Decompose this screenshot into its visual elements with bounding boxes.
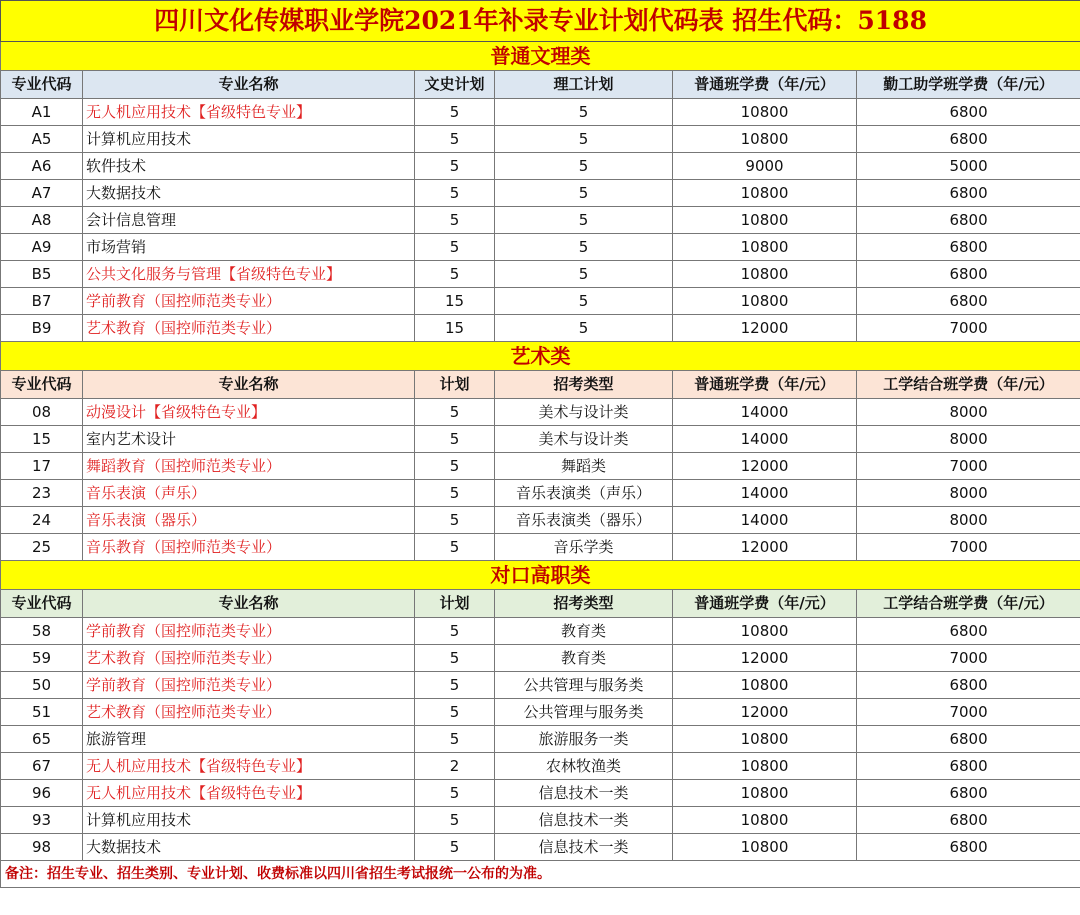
plan-cell: 5 [415, 618, 495, 645]
code-cell: A9 [1, 234, 83, 261]
name-cell: 软件技术 [83, 153, 415, 180]
type-cell: 公共管理与服务类 [495, 699, 673, 726]
name-cell: 无人机应用技术【省级特色专业】 [83, 99, 415, 126]
plan-cell: 5 [415, 453, 495, 480]
name-cell: 艺术教育（国控师范类专业） [83, 315, 415, 342]
column-header: 专业名称 [83, 590, 415, 618]
column-header: 专业代码 [1, 590, 83, 618]
table-row [1, 534, 1080, 561]
column-header: 招考类型 [495, 371, 673, 399]
type-cell: 5 [495, 99, 673, 126]
code-cell: 67 [1, 753, 83, 780]
table-row [1, 807, 1080, 834]
section-title: 普通文理类 [1, 42, 1080, 71]
code-cell: B9 [1, 315, 83, 342]
plan-cell: 15 [415, 315, 495, 342]
column-header: 理工计划 [495, 71, 673, 99]
name-cell: 旅游管理 [83, 726, 415, 753]
table-row [1, 399, 1080, 426]
name-cell: 艺术教育（国控师范类专业） [83, 699, 415, 726]
section-row [1, 342, 1080, 371]
fee-regular-cell: 10800 [673, 99, 857, 126]
plan-cell: 5 [415, 534, 495, 561]
code-cell: 51 [1, 699, 83, 726]
fee-regular-cell: 12000 [673, 699, 857, 726]
plan-cell: 5 [415, 480, 495, 507]
fee-regular-cell: 14000 [673, 480, 857, 507]
fee-regular-cell: 10800 [673, 288, 857, 315]
plan-cell: 5 [415, 261, 495, 288]
type-cell: 美术与设计类 [495, 399, 673, 426]
fee-work-cell: 7000 [857, 699, 1080, 726]
fee-work-cell: 6800 [857, 834, 1080, 861]
fee-regular-cell: 10800 [673, 672, 857, 699]
type-cell: 旅游服务一类 [495, 726, 673, 753]
code-cell: B5 [1, 261, 83, 288]
type-cell: 公共管理与服务类 [495, 672, 673, 699]
fee-regular-cell: 10800 [673, 207, 857, 234]
footnote: 备注：招生专业、招生类别、专业计划、收费标准以四川省招生考试报统一公布的为准。 [1, 861, 1080, 888]
fee-work-cell: 7000 [857, 453, 1080, 480]
table-row [1, 315, 1080, 342]
fee-work-cell: 6800 [857, 672, 1080, 699]
code-cell: 24 [1, 507, 83, 534]
fee-work-cell: 8000 [857, 426, 1080, 453]
plan-cell: 5 [415, 207, 495, 234]
fee-work-cell: 6800 [857, 807, 1080, 834]
name-cell: 无人机应用技术【省级特色专业】 [83, 780, 415, 807]
fee-work-cell: 6800 [857, 207, 1080, 234]
name-cell: 舞蹈教育（国控师范类专业） [83, 453, 415, 480]
fee-work-cell: 6800 [857, 180, 1080, 207]
fee-work-cell: 6800 [857, 99, 1080, 126]
column-header: 专业名称 [83, 371, 415, 399]
column-header: 勤工助学班学费（年/元） [857, 71, 1080, 99]
fee-work-cell: 6800 [857, 753, 1080, 780]
fee-regular-cell: 10800 [673, 126, 857, 153]
type-cell: 音乐学类 [495, 534, 673, 561]
fee-work-cell: 6800 [857, 234, 1080, 261]
table-row [1, 180, 1080, 207]
code-cell: 15 [1, 426, 83, 453]
fee-work-cell: 6800 [857, 726, 1080, 753]
fee-work-cell: 6800 [857, 288, 1080, 315]
table-row [1, 753, 1080, 780]
type-cell: 5 [495, 207, 673, 234]
column-header: 计划 [415, 590, 495, 618]
fee-regular-cell: 10800 [673, 261, 857, 288]
type-cell: 信息技术一类 [495, 834, 673, 861]
fee-work-cell: 7000 [857, 315, 1080, 342]
type-cell: 5 [495, 288, 673, 315]
plan-cell: 5 [415, 426, 495, 453]
table-row [1, 99, 1080, 126]
page-title: 四川文化传媒职业学院2021年补录专业计划代码表 招生代码：5188 [1, 1, 1080, 42]
fee-regular-cell: 9000 [673, 153, 857, 180]
table-row [1, 207, 1080, 234]
name-cell: 室内艺术设计 [83, 426, 415, 453]
plan-cell: 5 [415, 645, 495, 672]
fee-regular-cell: 10800 [673, 618, 857, 645]
plan-cell: 5 [415, 126, 495, 153]
name-cell: 音乐表演（器乐） [83, 507, 415, 534]
fee-regular-cell: 10800 [673, 780, 857, 807]
code-cell: A8 [1, 207, 83, 234]
column-header: 专业代码 [1, 371, 83, 399]
type-cell: 音乐表演类（器乐） [495, 507, 673, 534]
name-cell: 无人机应用技术【省级特色专业】 [83, 753, 415, 780]
type-cell: 5 [495, 126, 673, 153]
code-cell: 59 [1, 645, 83, 672]
note-row [1, 861, 1080, 888]
column-header: 专业代码 [1, 71, 83, 99]
fee-regular-cell: 14000 [673, 507, 857, 534]
fee-regular-cell: 10800 [673, 234, 857, 261]
table-row [1, 426, 1080, 453]
fee-regular-cell: 10800 [673, 180, 857, 207]
name-cell: 公共文化服务与管理【省级特色专业】 [83, 261, 415, 288]
type-cell: 5 [495, 153, 673, 180]
code-cell: 98 [1, 834, 83, 861]
code-cell: 96 [1, 780, 83, 807]
plan-cell: 5 [415, 399, 495, 426]
table-row [1, 288, 1080, 315]
title-row [1, 1, 1080, 42]
table-row [1, 480, 1080, 507]
name-cell: 动漫设计【省级特色专业】 [83, 399, 415, 426]
name-cell: 大数据技术 [83, 180, 415, 207]
fee-regular-cell: 12000 [673, 315, 857, 342]
column-header: 工学结合班学费（年/元） [857, 590, 1080, 618]
column-header: 普通班学费（年/元） [673, 71, 857, 99]
type-cell: 5 [495, 234, 673, 261]
table-row [1, 126, 1080, 153]
fee-work-cell: 7000 [857, 534, 1080, 561]
fee-work-cell: 6800 [857, 780, 1080, 807]
fee-regular-cell: 12000 [673, 453, 857, 480]
column-header: 普通班学费（年/元） [673, 371, 857, 399]
table-row [1, 261, 1080, 288]
fee-regular-cell: 12000 [673, 645, 857, 672]
plan-cell: 2 [415, 753, 495, 780]
fee-regular-cell: 10800 [673, 834, 857, 861]
section-title: 艺术类 [1, 342, 1080, 371]
table-row [1, 153, 1080, 180]
header-row [1, 371, 1080, 399]
type-cell: 5 [495, 261, 673, 288]
fee-regular-cell: 14000 [673, 399, 857, 426]
code-cell: 23 [1, 480, 83, 507]
code-cell: 93 [1, 807, 83, 834]
name-cell: 学前教育（国控师范类专业） [83, 618, 415, 645]
table-row [1, 726, 1080, 753]
type-cell: 舞蹈类 [495, 453, 673, 480]
type-cell: 信息技术一类 [495, 780, 673, 807]
table-row [1, 834, 1080, 861]
table-row [1, 453, 1080, 480]
code-cell: 25 [1, 534, 83, 561]
fee-work-cell: 8000 [857, 399, 1080, 426]
type-cell: 美术与设计类 [495, 426, 673, 453]
plan-cell: 5 [415, 834, 495, 861]
name-cell: 会计信息管理 [83, 207, 415, 234]
fee-work-cell: 6800 [857, 126, 1080, 153]
plan-cell: 15 [415, 288, 495, 315]
section-row [1, 42, 1080, 71]
fee-regular-cell: 10800 [673, 807, 857, 834]
code-cell: 50 [1, 672, 83, 699]
plan-cell: 5 [415, 726, 495, 753]
column-header: 普通班学费（年/元） [673, 590, 857, 618]
table-row [1, 618, 1080, 645]
name-cell: 音乐表演（声乐） [83, 480, 415, 507]
column-header: 工学结合班学费（年/元） [857, 371, 1080, 399]
type-cell: 5 [495, 315, 673, 342]
name-cell: 计算机应用技术 [83, 807, 415, 834]
header-row [1, 590, 1080, 618]
fee-regular-cell: 14000 [673, 426, 857, 453]
name-cell: 学前教育（国控师范类专业） [83, 672, 415, 699]
name-cell: 音乐教育（国控师范类专业） [83, 534, 415, 561]
name-cell: 艺术教育（国控师范类专业） [83, 645, 415, 672]
plan-cell: 5 [415, 672, 495, 699]
fee-regular-cell: 12000 [673, 534, 857, 561]
code-cell: 65 [1, 726, 83, 753]
type-cell: 农林牧渔类 [495, 753, 673, 780]
code-cell: A1 [1, 99, 83, 126]
table-row [1, 234, 1080, 261]
code-cell: A5 [1, 126, 83, 153]
plan-cell: 5 [415, 807, 495, 834]
section-row [1, 561, 1080, 590]
table-row [1, 507, 1080, 534]
type-cell: 教育类 [495, 645, 673, 672]
plan-cell: 5 [415, 153, 495, 180]
plan-cell: 5 [415, 234, 495, 261]
fee-regular-cell: 10800 [673, 753, 857, 780]
name-cell: 计算机应用技术 [83, 126, 415, 153]
table-row [1, 645, 1080, 672]
plan-cell: 5 [415, 99, 495, 126]
section-title: 对口高职类 [1, 561, 1080, 590]
type-cell: 教育类 [495, 618, 673, 645]
column-header: 专业名称 [83, 71, 415, 99]
column-header: 文史计划 [415, 71, 495, 99]
fee-work-cell: 8000 [857, 507, 1080, 534]
name-cell: 学前教育（国控师范类专业） [83, 288, 415, 315]
type-cell: 音乐表演类（声乐） [495, 480, 673, 507]
code-cell: 17 [1, 453, 83, 480]
fee-work-cell: 6800 [857, 618, 1080, 645]
name-cell: 市场营销 [83, 234, 415, 261]
type-cell: 信息技术一类 [495, 807, 673, 834]
code-cell: A6 [1, 153, 83, 180]
code-cell: 58 [1, 618, 83, 645]
plan-cell: 5 [415, 699, 495, 726]
header-row [1, 71, 1080, 99]
fee-work-cell: 8000 [857, 480, 1080, 507]
code-cell: A7 [1, 180, 83, 207]
fee-work-cell: 6800 [857, 261, 1080, 288]
column-header: 招考类型 [495, 590, 673, 618]
fee-work-cell: 5000 [857, 153, 1080, 180]
plan-cell: 5 [415, 180, 495, 207]
table-row [1, 780, 1080, 807]
name-cell: 大数据技术 [83, 834, 415, 861]
code-cell: 08 [1, 399, 83, 426]
code-cell: B7 [1, 288, 83, 315]
plan-cell: 5 [415, 780, 495, 807]
fee-regular-cell: 10800 [673, 726, 857, 753]
type-cell: 5 [495, 180, 673, 207]
fee-work-cell: 7000 [857, 645, 1080, 672]
table-row [1, 672, 1080, 699]
plan-cell: 5 [415, 507, 495, 534]
table-row [1, 699, 1080, 726]
column-header: 计划 [415, 371, 495, 399]
